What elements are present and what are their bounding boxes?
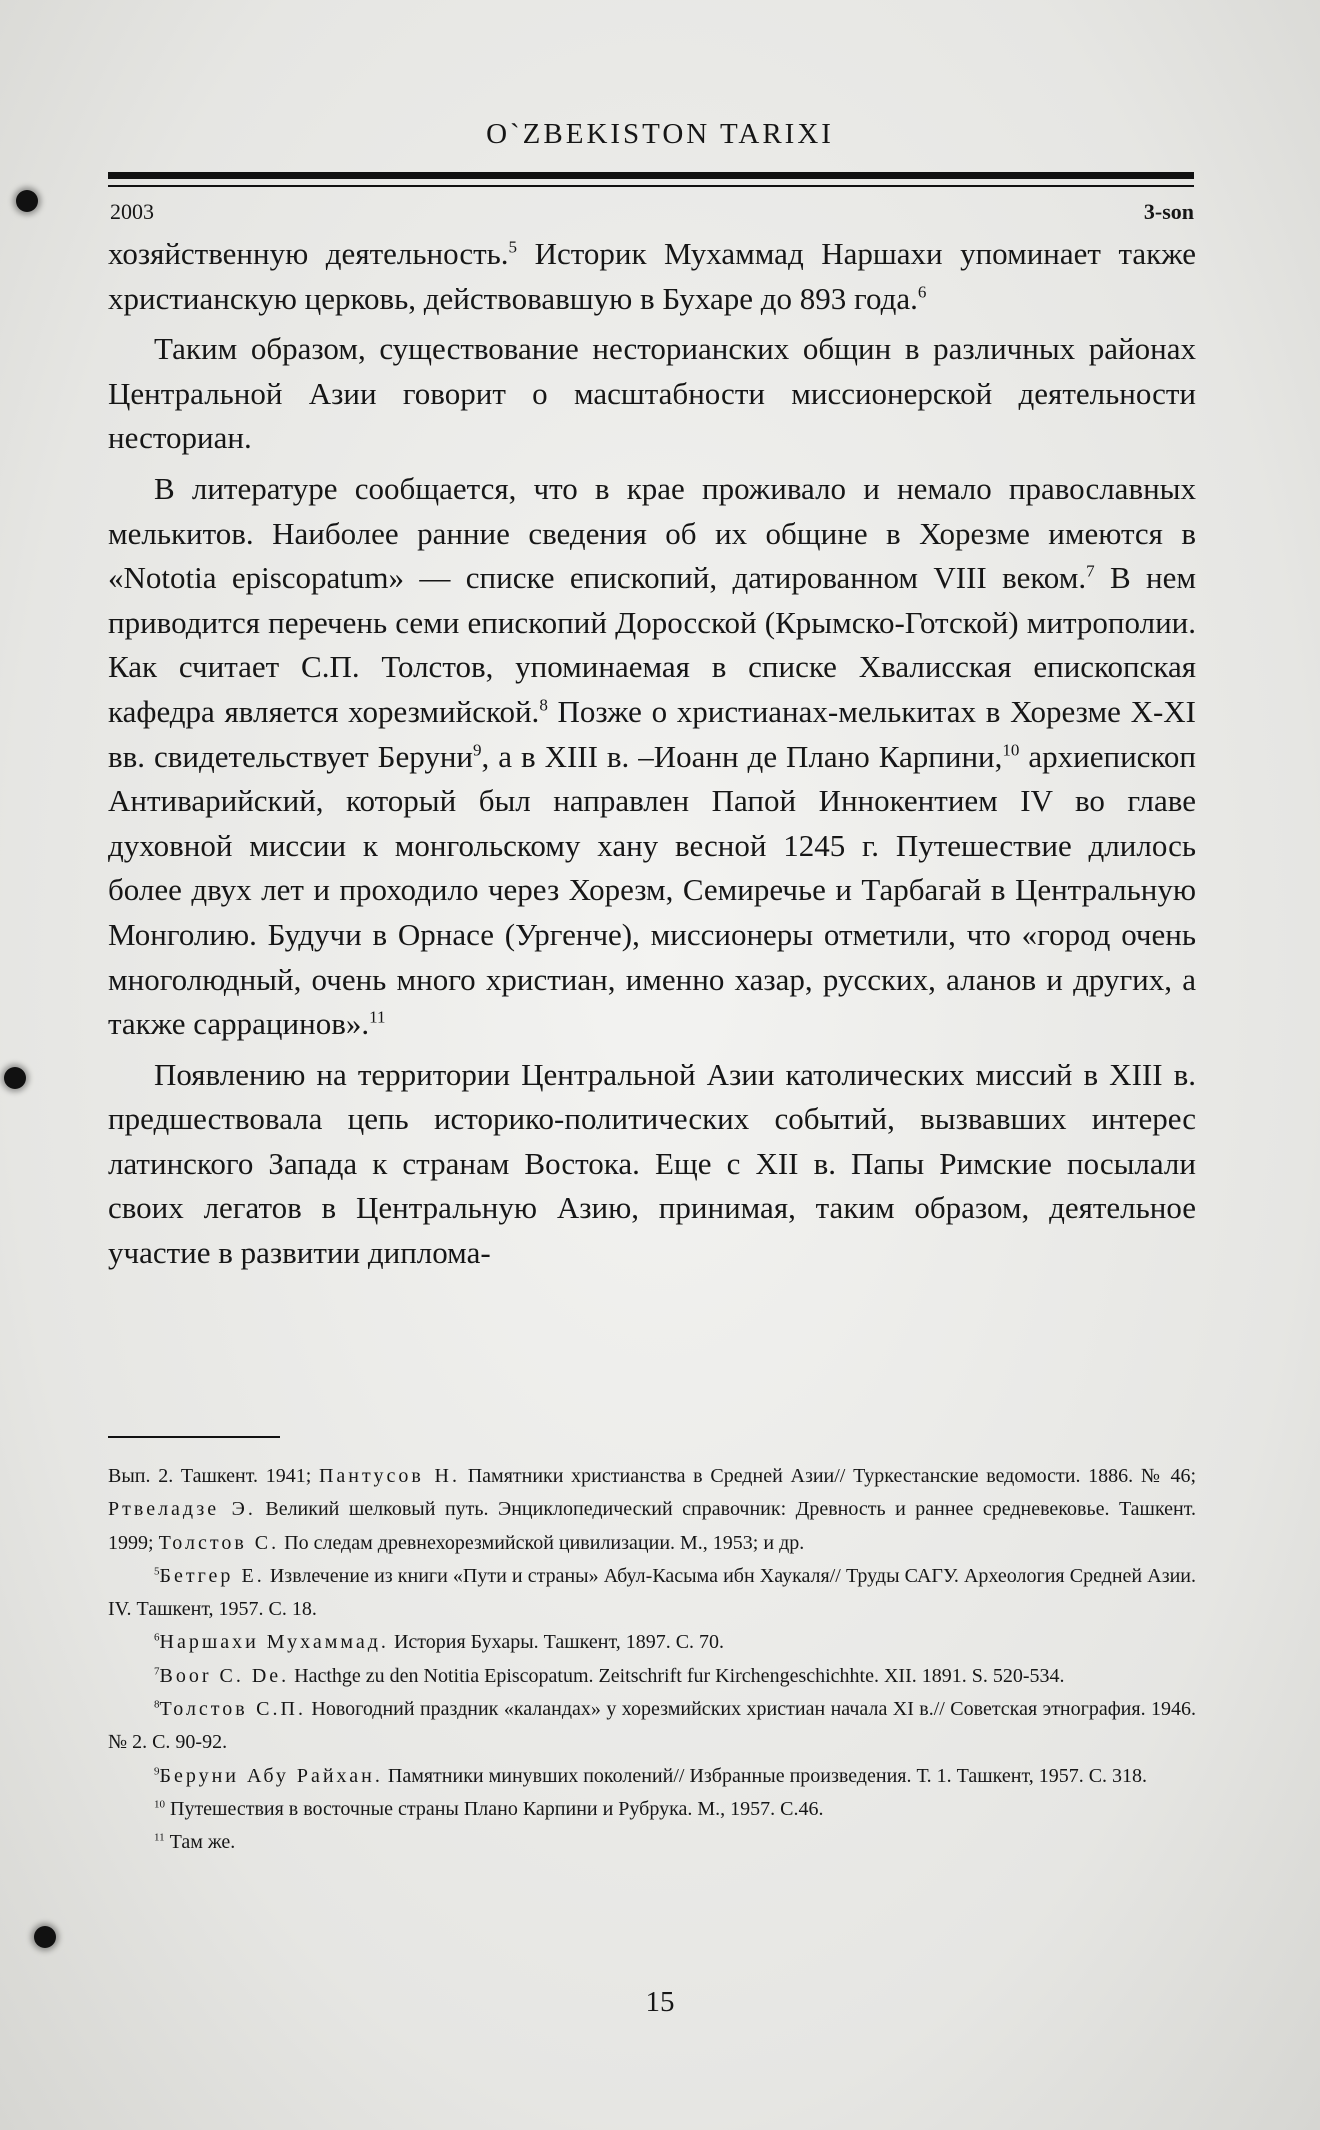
footnote-7: $^7$Boor C. De. Hacthge zu den Notitia Episcopatum. Zeitschrift fur Kirchengeschichhte. XII. 1891. S. 520-534. — [154, 1664, 1065, 1687]
punch-hole-bottom — [34, 1926, 56, 1948]
footnote-separator — [108, 1436, 280, 1438]
footnote-5: $^5$Бетгер Е. Извлечение из книги «Пути и страны» Абул-Касыма ибн Хаукаля// Труды САГУ. Археология Средней Азии. IV. Ташкент, 1957. С. 18. — [108, 1564, 1196, 1621]
header-rule-thin — [108, 185, 1194, 187]
issue-number: 3-son — [1143, 199, 1194, 224]
footnote-11: $^{11}$ Там же. — [154, 1831, 236, 1854]
journal-title: O`ZBEKISTON TARIXI — [486, 118, 834, 150]
footnote-ref-11: 11 — [369, 1007, 386, 1027]
punch-hole-top — [16, 190, 38, 212]
footnote-8: $^8$Толстов С.П. Новогодний праздник «каландах» у хорезмийских христиан начала XI в.// Советская этнография. 1946. № 2. С. 90-92. — [108, 1698, 1197, 1754]
footnote-ref-8: 8 — [539, 695, 548, 715]
footnote-ref-10: 10 — [1002, 740, 1020, 760]
footnote-ref-6: 6 — [917, 282, 927, 302]
footnotes — [108, 1460, 1196, 1860]
footnote-ref-7: 7 — [1086, 561, 1095, 581]
issue-year: 2003 — [110, 199, 154, 224]
paragraph-3: В литературе сообщается, что в крае проживало и немало православных мелькитов. Наиболее ранние сведения об их общине в Хорезме имеются в «Nototia episcopatum» — списке епископий, датированном VIII веком.$^7$ В нем приводится перечень семи епископий Доросской (Крымско-Готской) митрополии. Как считает С.П. Толстов, упоминаемая в списке Хвалисская епископская кафедра является хорезмийской.$^8$ Позже о христианах-мелькитах в Хорезме X-XI вв. свидетельствует Беруни$^9$, а в XIII в. –Иоанн де Плано Карпини,$^{10}$ архиепископ Антиварийский, который был направлен Папой Иннокентием IV во главе духовной миссии к монгольскому хану весной 1245 г. Путешествие длилось более двух лет и проходило через Хорезм, Семиречье и Тарбагай в Центральную Монголию. Будучи в Орнасе (Ургенче), миссионеры отметили, что «город очень многолюдный, очень много христиан, именно хазар, русских, аланов и других, а также саррацинов».$^{11}$ — [108, 470, 1196, 1042]
punch-hole-middle — [4, 1067, 26, 1089]
footnote-ref-5: 5 — [508, 237, 518, 257]
footnote-9: $^9$Беруни Абу Райхан. Памятники минувших поколений// Избранные произведения. Т. 1. Ташкент, 1957. С. 318. — [154, 1764, 1148, 1787]
page-number: 15 — [645, 1986, 675, 2018]
footnote-10: $^{10}$ Путешествия в восточные страны Плано Карпини и Рубрука. М., 1957. С.46. — [154, 1797, 824, 1820]
paragraph-1: хозяйственную деятельность.$^5$ Историк Мухаммад Наршахи упоминает также христианскую церковь, действовавшую в Бухаре до 893 года.$^6$ — [108, 236, 1196, 316]
footnote-6: $^6$Наршахи Мухаммад. История Бухары. Ташкент, 1897. С. 70. — [154, 1631, 725, 1654]
paragraph-4: Появлению на территории Центральной Азии католических миссий в XIII в. предшествовала цепь историко-политических событий, вызвавших интерес латинского Запада к странам Востока. Еще с XII в. Папы Римские посылали своих легатов в Центральную Азию, принимая, таким образом, деятельное участие в развитии диплома- — [108, 1056, 1196, 1271]
footnote-ref-9: 9 — [473, 740, 482, 760]
paragraph-2: Таким образом, существование несторианских общин в различных районах Центральной Азии говорит о масштабности миссионерской деятельности несториан. — [108, 331, 1196, 456]
header-rule-thick — [108, 172, 1194, 179]
footnote-continued: Вып. 2. Ташкент. 1941; Пантусов Н. Памятники христианства в Средней Азии// Туркестанские ведомости. 1886. № 46; Ртвеладзе Э. Великий шелковый путь. Энциклопедический справочник: Древность и раннее средневековье. Ташкент. 1999; Толстов С. По следам древнехорезмийской цивилизации. М., 1953; и др. — [108, 1465, 1197, 1554]
article-body — [108, 232, 1196, 1282]
